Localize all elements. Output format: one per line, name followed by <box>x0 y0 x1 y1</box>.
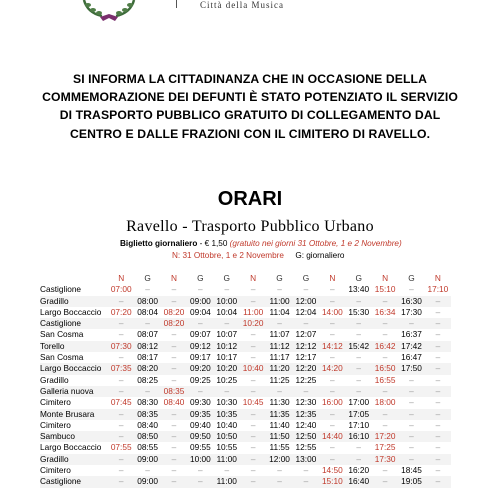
departure-time: 16:50 <box>372 363 398 374</box>
departure-time: – <box>108 431 134 442</box>
departure-time: – <box>266 386 292 397</box>
departure-time: 17:10 <box>427 284 449 295</box>
departure-time: 15:30 <box>348 306 370 317</box>
departure-time: 09:00 <box>134 454 160 465</box>
departure-time: 10:20 <box>240 318 266 329</box>
column-header-n: N <box>250 273 257 283</box>
departure-time: 11:00 <box>243 306 264 317</box>
stop-name: Torello <box>40 341 108 352</box>
table-row <box>40 420 451 431</box>
departure-time: 08:20 <box>134 363 160 374</box>
departure-time: – <box>250 419 256 430</box>
header-divider <box>176 0 177 8</box>
stop-name: Gradillo <box>40 296 108 307</box>
departure-time: 16:00 <box>321 397 343 408</box>
departure-time: 12:00 <box>266 454 292 465</box>
departure-time: 10:04 <box>216 306 238 317</box>
departure-time: – <box>240 431 266 442</box>
departure-time: – <box>171 284 177 295</box>
departure-time: 12:04 <box>295 306 317 317</box>
column-header-n: N <box>434 273 441 283</box>
departure-time: 08:00 <box>134 296 160 307</box>
ticket-label: Biglietto giornaliero <box>120 239 198 248</box>
departure-time: – <box>356 442 362 453</box>
departure-time: 16:47 <box>401 352 422 363</box>
departure-time: – <box>240 454 266 465</box>
departure-time: 08:17 <box>137 352 158 363</box>
column-header-n: N <box>329 273 336 283</box>
departure-time: 10:50 <box>214 431 240 442</box>
departure-time: 16:20 <box>348 465 370 476</box>
departure-time: – <box>198 465 203 476</box>
departure-time: – <box>330 329 335 340</box>
departure-time: 12:00 <box>293 296 319 307</box>
departure-time: – <box>108 386 134 397</box>
departure-time: – <box>108 318 134 329</box>
departure-time: 15:10 <box>319 476 345 487</box>
departure-time: – <box>398 318 424 329</box>
schedule-subtitle: Ravello - Trasporto Pubblico Urbano <box>126 218 374 235</box>
departure-time: 12:07 <box>295 329 317 340</box>
stop-name: Cimitero <box>40 465 71 476</box>
departure-time: 11:00 <box>214 476 240 487</box>
departure-time: 08:35 <box>134 409 160 420</box>
departure-time: 08:12 <box>134 341 160 352</box>
table-row <box>40 363 451 374</box>
departure-time: – <box>435 374 441 385</box>
departure-time: 18:45 <box>401 465 422 476</box>
departure-time: – <box>198 284 203 295</box>
departure-time: – <box>145 284 150 295</box>
departure-time: 11:20 <box>266 363 292 374</box>
departure-time: – <box>250 329 256 340</box>
departure-time: 12:20 <box>293 363 319 374</box>
departure-time: – <box>346 454 372 465</box>
timetable <box>40 273 451 488</box>
departure-time: 17:30 <box>401 306 422 317</box>
stop-name: San Cosma <box>40 352 84 363</box>
departure-time: – <box>330 352 335 363</box>
table-row <box>40 397 451 408</box>
stop-name: Cimitero <box>40 419 71 430</box>
departure-time: 11:50 <box>266 431 292 442</box>
departure-time: 17:42 <box>398 341 424 352</box>
table-row <box>40 307 451 318</box>
departure-time: 08:40 <box>163 397 185 408</box>
departure-time: – <box>346 363 372 374</box>
departure-time: – <box>187 386 213 397</box>
departure-time: – <box>372 476 398 487</box>
departure-time: – <box>277 465 282 476</box>
departure-time: 11:40 <box>269 419 290 430</box>
departure-time: – <box>134 386 160 397</box>
departure-time: 10:00 <box>187 454 213 465</box>
departure-time: 08:35 <box>161 386 187 397</box>
departure-time: – <box>319 296 345 307</box>
departure-time: 11:00 <box>266 296 292 307</box>
table-row <box>40 296 451 307</box>
departure-time: 10:12 <box>214 341 240 352</box>
departure-time: 10:45 <box>242 397 264 408</box>
departure-time: – <box>240 386 266 397</box>
departure-time: – <box>108 454 134 465</box>
departure-time: – <box>118 374 124 385</box>
departure-time: 09:50 <box>187 431 213 442</box>
departure-time: – <box>435 465 441 476</box>
departure-time: – <box>293 476 319 487</box>
departure-time: 14:40 <box>319 431 345 442</box>
departure-time: – <box>118 419 124 430</box>
departure-time: 09:00 <box>134 476 160 487</box>
column-header-g: G <box>223 273 230 283</box>
departure-time: – <box>435 442 441 453</box>
departure-time: – <box>435 419 441 430</box>
table-row <box>40 476 451 487</box>
column-header-n: N <box>170 273 177 283</box>
departure-time: 17:10 <box>348 419 370 430</box>
departure-time: 09:25 <box>189 374 211 385</box>
departure-time: 09:07 <box>189 329 211 340</box>
departure-time: 10:30 <box>216 397 238 408</box>
departure-time: 17:50 <box>398 363 424 374</box>
departure-time: – <box>250 352 256 363</box>
departure-time: 11:00 <box>214 454 240 465</box>
departure-time: 08:40 <box>137 419 158 430</box>
departure-time: 14:20 <box>319 363 345 374</box>
stop-name: Sambuco <box>40 431 108 442</box>
departure-time: – <box>240 476 266 487</box>
departure-time: – <box>171 465 177 476</box>
departure-time: – <box>356 374 362 385</box>
departure-time: – <box>187 476 213 487</box>
column-header-g: G <box>197 273 204 283</box>
departure-time: – <box>398 431 424 442</box>
departure-time: 11:55 <box>269 442 290 453</box>
departure-time: – <box>425 296 451 307</box>
departure-time: – <box>108 476 134 487</box>
stop-name: Galleria nuova <box>40 386 108 397</box>
departure-time: – <box>382 352 388 363</box>
departure-time: – <box>409 419 414 430</box>
departure-time: – <box>161 363 187 374</box>
city-tagline: Città della Musica <box>200 0 284 10</box>
departure-time: – <box>240 341 266 352</box>
laurel-crest-icon <box>78 0 140 22</box>
departure-time: – <box>409 374 414 385</box>
departure-time: 10:35 <box>214 409 240 420</box>
departure-time: 11:12 <box>266 341 292 352</box>
departure-time: 11:35 <box>266 409 292 420</box>
departure-time: 16:30 <box>398 296 424 307</box>
stop-name: Castiglione <box>40 476 108 487</box>
departure-time: 14:00 <box>321 306 343 317</box>
departure-time: 10:55 <box>216 442 238 453</box>
departure-time: 17:00 <box>348 397 370 408</box>
table-row <box>40 409 451 420</box>
table-row <box>40 431 451 442</box>
departure-time: – <box>224 465 230 476</box>
departure-time: 15:42 <box>346 341 372 352</box>
table-row <box>40 442 451 453</box>
departure-time: – <box>382 465 388 476</box>
stop-name: Cimitero <box>40 397 71 408</box>
departure-time: – <box>161 476 187 487</box>
departure-time: 18:00 <box>374 397 396 408</box>
departure-time: 12:55 <box>295 442 317 453</box>
departure-time: – <box>372 318 398 329</box>
departure-time: 11:30 <box>269 397 290 408</box>
departure-time: 09:30 <box>189 397 211 408</box>
departure-time: 08:04 <box>137 306 158 317</box>
column-header-n: N <box>382 273 389 283</box>
departure-time: – <box>382 329 388 340</box>
departure-time: 09:04 <box>189 306 211 317</box>
departure-time: – <box>145 465 150 476</box>
column-header-g: G <box>408 273 415 283</box>
departure-time: 12:25 <box>295 374 317 385</box>
departure-time: – <box>346 296 372 307</box>
departure-time: – <box>171 419 177 430</box>
column-header-g: G <box>144 273 151 283</box>
departure-time: – <box>409 442 414 453</box>
departure-time: 17:30 <box>372 454 398 465</box>
departure-time: 16:40 <box>346 476 372 487</box>
departure-time: – <box>118 352 124 363</box>
departure-time: – <box>118 465 124 476</box>
departure-time: 10:40 <box>216 419 238 430</box>
departure-time: – <box>398 386 424 397</box>
departure-time: 09:35 <box>187 409 213 420</box>
departure-time: 08:20 <box>161 318 187 329</box>
departure-time: 15:10 <box>374 284 396 295</box>
departure-time: – <box>266 476 292 487</box>
departure-time: 08:55 <box>137 442 158 453</box>
departure-time: – <box>425 409 451 420</box>
departure-time: – <box>250 284 256 295</box>
departure-time: 07:20 <box>110 306 132 317</box>
departure-time: 11:04 <box>269 306 290 317</box>
table-row <box>40 386 451 397</box>
departure-time: 11:25 <box>269 374 290 385</box>
departure-time: – <box>161 431 187 442</box>
departure-time: 16:55 <box>374 374 396 385</box>
departure-time: 08:50 <box>134 431 160 442</box>
departure-time: – <box>108 409 134 420</box>
departure-time: – <box>250 442 256 453</box>
departure-time: 17:20 <box>372 431 398 442</box>
departure-time: – <box>319 409 345 420</box>
legend-n: N: 31 Ottobre, 1 e 2 Novembre <box>172 251 284 260</box>
departure-time: – <box>187 318 213 329</box>
departure-time: 09:00 <box>187 296 213 307</box>
departure-time: 13:40 <box>348 284 370 295</box>
departure-time: 12:17 <box>295 352 317 363</box>
departure-time: – <box>293 318 319 329</box>
departure-time: – <box>240 296 266 307</box>
departure-time: – <box>435 352 441 363</box>
stop-name: Gradillo <box>40 454 108 465</box>
table-row <box>40 329 451 340</box>
departure-time: 07:35 <box>108 363 134 374</box>
stop-name: Castiglione <box>40 284 82 295</box>
stop-name: Largo Boccaccio <box>40 306 102 317</box>
departure-time: 11:17 <box>269 352 290 363</box>
legend-g: G: giornaliero <box>295 251 345 260</box>
column-header-g: G <box>276 273 283 283</box>
departure-time: 14:12 <box>319 341 345 352</box>
table-row <box>40 284 451 295</box>
table-row <box>40 454 451 465</box>
departure-time: 08:20 <box>163 306 185 317</box>
departure-time: 10:00 <box>214 296 240 307</box>
departure-time: – <box>372 296 398 307</box>
table-row <box>40 375 451 386</box>
departure-time: – <box>303 284 309 295</box>
departure-time: 07:55 <box>110 442 132 453</box>
table-row <box>40 318 451 329</box>
departure-time: 19:05 <box>398 476 424 487</box>
departure-time: – <box>356 352 362 363</box>
column-header-g: G <box>302 273 310 283</box>
departure-time: – <box>409 284 414 295</box>
stop-name: San Cosma <box>40 329 84 340</box>
departure-time: – <box>330 284 335 295</box>
departure-time: 12:12 <box>293 341 319 352</box>
departure-time: – <box>330 419 335 430</box>
departure-time: – <box>161 341 187 352</box>
column-header-n: N <box>118 273 125 283</box>
departure-time: 16:10 <box>346 431 372 442</box>
departure-time: – <box>161 296 187 307</box>
departure-time: 07:45 <box>110 397 132 408</box>
departure-time: – <box>240 409 266 420</box>
departure-time: 16:42 <box>372 341 398 352</box>
departure-time: 10:20 <box>214 363 240 374</box>
departure-time: 10:25 <box>216 374 238 385</box>
departure-time: 08:07 <box>137 329 158 340</box>
departure-time: 12:35 <box>293 409 319 420</box>
departure-time: – <box>319 386 345 397</box>
departure-time: – <box>266 318 292 329</box>
timetable-header <box>40 273 451 284</box>
departure-time: 08:25 <box>137 374 158 385</box>
departure-time: 10:40 <box>240 363 266 374</box>
departure-time: – <box>425 454 451 465</box>
departure-time: – <box>319 318 345 329</box>
departure-time: – <box>277 284 282 295</box>
departure-time: – <box>398 454 424 465</box>
departure-time: 16:34 <box>374 306 396 317</box>
departure-time: 09:12 <box>187 341 213 352</box>
notice-text: SI INFORMA LA CITTADINANZA CHE IN OCCASIONE DELLA COMMEMORAZIONE DEI DEFUNTI È STATO POTENZIATO IL SERVIZIO DI TRASPORTO PUBBLICO GRATUITO DI COLLEGAMENTO DAL CENTRO E DALLE FRAZIONI CON IL CIMITERO DI RAVELLO. <box>42 72 458 141</box>
municipal-header <box>0 0 500 40</box>
departure-time: 12:50 <box>293 431 319 442</box>
departure-time: – <box>293 386 319 397</box>
stop-name: Largo Boccaccio <box>40 442 102 453</box>
departure-time: – <box>435 306 441 317</box>
departure-time: – <box>330 442 335 453</box>
departure-time: 09:40 <box>189 419 211 430</box>
departure-time: 10:07 <box>216 329 238 340</box>
departure-time: – <box>346 318 372 329</box>
departure-time: – <box>303 465 309 476</box>
departure-time: – <box>214 318 240 329</box>
table-row <box>40 352 451 363</box>
departure-time: 11:07 <box>269 329 290 340</box>
departure-time: – <box>435 397 441 408</box>
departure-time: 09:55 <box>189 442 211 453</box>
departure-time: 16:37 <box>401 329 422 340</box>
stop-name: Largo Boccaccio <box>40 363 108 374</box>
table-row <box>40 341 451 352</box>
schedule-title: ORARI <box>217 188 283 210</box>
departure-time: – <box>356 329 362 340</box>
ticket-note: (gratuito nei giorni 31 Ottobre, 1 e 2 Novembre) <box>229 239 402 248</box>
departure-time: – <box>372 409 398 420</box>
departure-time: – <box>171 442 177 453</box>
departure-time: 10:17 <box>216 352 238 363</box>
departure-time: 08:30 <box>137 397 158 408</box>
departure-time: 07:30 <box>108 341 134 352</box>
departure-time: – <box>250 465 256 476</box>
departure-time: – <box>171 352 177 363</box>
departure-time: – <box>398 409 424 420</box>
departure-time: – <box>435 329 441 340</box>
departure-time: – <box>409 397 414 408</box>
departure-time: – <box>161 454 187 465</box>
departure-time: – <box>425 476 451 487</box>
departure-time: – <box>319 454 345 465</box>
departure-time: 09:17 <box>189 352 211 363</box>
departure-time: – <box>425 318 451 329</box>
departure-time: 17:25 <box>374 442 396 453</box>
ticket-info <box>120 239 402 248</box>
departure-time: – <box>372 386 398 397</box>
departure-time: 09:20 <box>187 363 213 374</box>
departure-time: – <box>330 374 335 385</box>
departure-time: – <box>250 374 256 385</box>
departure-time: – <box>425 386 451 397</box>
departure-time: – <box>108 296 134 307</box>
stop-name: Monte Brusara <box>40 409 108 420</box>
departure-time: – <box>425 341 451 352</box>
column-header-g: G <box>355 273 362 283</box>
departure-time: – <box>171 374 177 385</box>
stop-name: Gradillo <box>40 374 69 385</box>
departure-time: 12:40 <box>295 419 317 430</box>
departure-time: 17:05 <box>346 409 372 420</box>
departure-time: 07:00 <box>110 284 132 295</box>
departure-time: – <box>382 419 388 430</box>
ticket-price: - € 1,50 <box>197 239 230 248</box>
departure-time: – <box>425 363 451 374</box>
legend <box>172 251 344 260</box>
departure-time: – <box>161 409 187 420</box>
stop-name: Castiglione <box>40 318 108 329</box>
table-row <box>40 465 451 476</box>
departure-time: – <box>134 318 160 329</box>
departure-time: – <box>346 386 372 397</box>
departure-time: – <box>224 284 230 295</box>
departure-time: – <box>118 329 124 340</box>
departure-time: – <box>425 431 451 442</box>
departure-time: – <box>171 329 177 340</box>
departure-time: 12:30 <box>295 397 317 408</box>
departure-time: 14:50 <box>321 465 343 476</box>
departure-time: 13:00 <box>293 454 319 465</box>
departure-time: – <box>214 386 240 397</box>
